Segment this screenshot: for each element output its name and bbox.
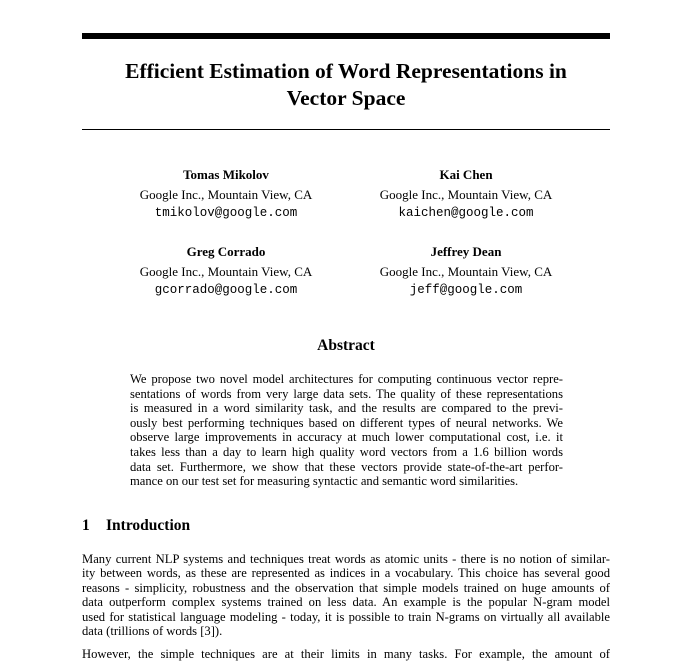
body-line: However, the simple techniques are at their limits in many tasks. For example, the amount of bbox=[82, 647, 610, 661]
author-affiliation: Google Inc., Mountain View, CA bbox=[139, 186, 313, 202]
author-block bbox=[346, 242, 586, 301]
abstract-body bbox=[130, 372, 563, 489]
abstract-line: ously best performing techniques based on different types of neural networks. We bbox=[130, 415, 563, 430]
section-heading-introduction bbox=[82, 517, 190, 535]
body-line: ity between words, as these are represented as indices in a vocabulary. This choice has several good bbox=[82, 566, 610, 581]
section-number: 1 bbox=[82, 517, 90, 534]
abstract-line: observe large improvements in accuracy at much lower computational cost, i.e. it bbox=[130, 430, 563, 445]
abstract-line: sentations of words from very large data sets. The quality of these representations bbox=[130, 386, 563, 401]
author-email: gcorrado@google.com bbox=[154, 283, 298, 297]
section-title: Introduction bbox=[106, 517, 191, 534]
title-line: Efficient Estimation of Word Representations in bbox=[125, 59, 567, 83]
body-line: data (trillions of words [3]). bbox=[82, 624, 223, 639]
author-affiliation: Google Inc., Mountain View, CA bbox=[379, 186, 553, 202]
author-name: Tomas Mikolov bbox=[183, 167, 269, 182]
author-affiliation: Google Inc., Mountain View, CA bbox=[379, 263, 553, 279]
author-email: jeff@google.com bbox=[409, 283, 523, 297]
abstract-line: We propose two novel model architectures for computing continuous vector repre- bbox=[130, 372, 563, 386]
author-name: Jeffrey Dean bbox=[430, 244, 502, 259]
author-email: tmikolov@google.com bbox=[154, 206, 298, 220]
body-line: Many current NLP systems and techniques treat words as atomic units - there is no notion of similar- bbox=[82, 552, 610, 566]
abstract-line: takes less than a day to learn high quality word vectors from a 1.6 billion words bbox=[130, 444, 563, 459]
title-line: Vector Space bbox=[286, 86, 406, 110]
author-email: kaichen@google.com bbox=[398, 206, 534, 220]
paper-title bbox=[82, 58, 610, 112]
top-rule bbox=[82, 33, 610, 39]
body-line: used for statistical language modeling - today, it is possible to train N-grams on virtually all available bbox=[82, 609, 610, 624]
abstract-heading: Abstract bbox=[317, 337, 375, 354]
introduction-paragraph-2 bbox=[82, 647, 610, 661]
title-rule bbox=[82, 129, 610, 130]
author-block bbox=[346, 165, 586, 224]
author-block bbox=[106, 242, 346, 301]
author-block bbox=[106, 165, 346, 224]
introduction-paragraph bbox=[82, 552, 610, 638]
author-affiliation: Google Inc., Mountain View, CA bbox=[139, 263, 313, 279]
abstract-line: mance on our test set for measuring syntactic and semantic word similarities. bbox=[130, 474, 519, 489]
author-name: Kai Chen bbox=[439, 167, 493, 182]
body-line: reasons - simplicity, robustness and the observation that simple models trained on huge amounts of bbox=[82, 580, 610, 595]
abstract-line: is measured in a word similarity task, and the results are compared to the previ- bbox=[130, 401, 563, 416]
author-name: Greg Corrado bbox=[186, 244, 266, 259]
abstract-line: data set. Furthermore, we show that these vectors provide state-of-the-art perfor- bbox=[130, 459, 563, 474]
body-line: data outperform complex systems trained on less data. An example is the popular N-gram model bbox=[82, 595, 610, 610]
